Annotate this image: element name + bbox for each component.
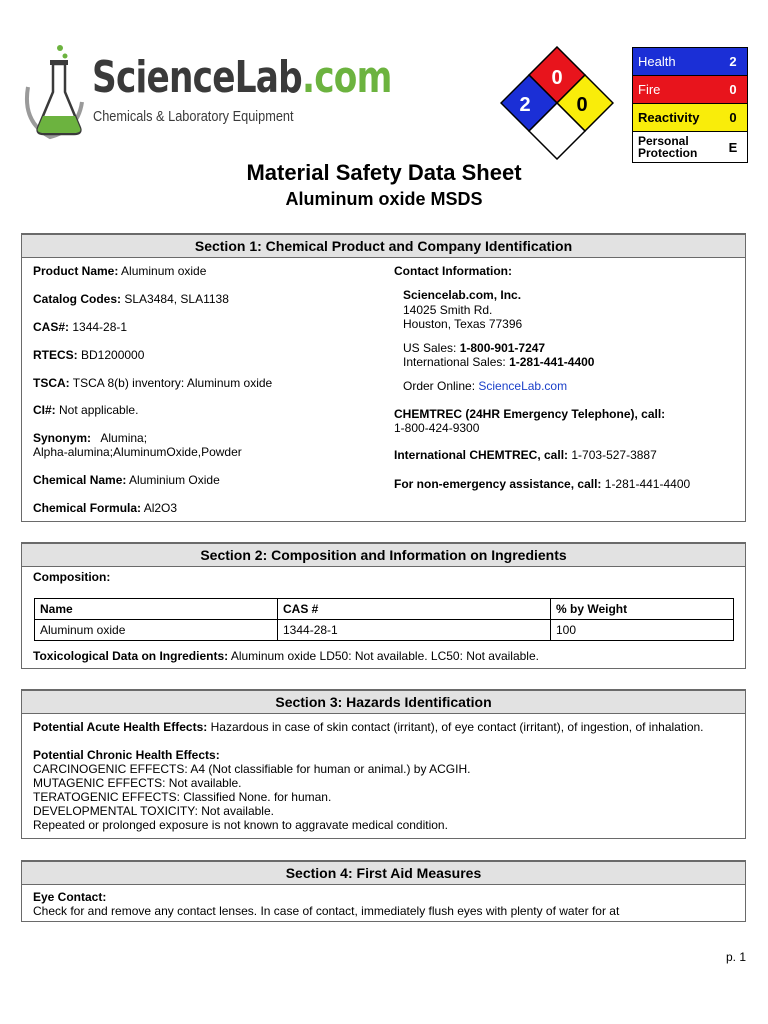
intl-sales: International Sales: 1-281-441-4400 — [403, 355, 595, 369]
hazard-ppe-row: Personal Protection E — [633, 132, 747, 162]
catalog-codes: Catalog Codes: SLA3484, SLA1138 — [33, 292, 229, 306]
chemtrec: CHEMTREC (24HR Emergency Telephone), call: 1-800-424-9300 — [394, 407, 666, 435]
chronic-line: Repeated or prolonged exposure is not known to aggravate medical condition. — [33, 818, 448, 832]
toxicological-data: Toxicological Data on Ingredients: Aluminum oxide LD50: Not available. LC50: Not available. — [33, 649, 539, 663]
document-subtitle: Aluminum oxide MSDS — [285, 189, 483, 209]
rtecs: RTECS: BD1200000 — [33, 348, 145, 362]
nfpa-health-value: 2 — [519, 94, 531, 116]
cas-number: CAS#: 1344-28-1 — [33, 320, 128, 334]
product-name: Product Name: Aluminum oxide — [33, 264, 207, 278]
table-row — [35, 620, 734, 641]
chemical-name: Chemical Name: Aluminium Oxide — [33, 473, 220, 487]
eye-contact-label: Eye Contact: — [33, 890, 107, 904]
acute-effects: Potential Acute Health Effects: Hazardous in case of skin contact (irritant), of eye contact (irritant), of ingestion, of inhalation. — [33, 720, 704, 734]
chronic-line: DEVELOPMENTAL TOXICITY: Not available. — [33, 804, 274, 818]
table-cell: 100 — [551, 620, 734, 641]
hazard-fire-row: Fire 0 — [633, 76, 747, 104]
ci-number: CI#: Not applicable. — [33, 403, 139, 417]
contact-label: Contact Information: — [394, 264, 512, 278]
flask-icon — [20, 42, 90, 142]
nfpa-fire-value: 0 — [551, 67, 563, 89]
page-number: p. 1 — [725, 950, 746, 964]
section-4-heading: Section 4: First Aid Measures — [22, 860, 745, 885]
tsca: TSCA: TSCA 8(b) inventory: Aluminum oxide — [33, 376, 273, 390]
order-online: Order Online: ScienceLab.com — [403, 379, 568, 393]
address-line-1: 14025 Smith Rd. — [403, 303, 493, 317]
section-4 — [21, 860, 746, 922]
us-sales: US Sales: 1-800-901-7247 — [403, 341, 546, 355]
section-2-heading: Section 2: Composition and Information on Ingredients — [22, 542, 745, 567]
logo-wordmark: ScienceLab.com — [92, 52, 392, 103]
logo-tagline: Chemicals & Laboratory Equipment — [93, 108, 294, 125]
section-3-heading: Section 3: Hazards Identification — [22, 689, 745, 714]
intl-chemtrec: International CHEMTREC, call: 1-703-527-3887 — [394, 448, 657, 462]
sciencelab-logo — [20, 42, 392, 142]
table-header-row — [35, 599, 734, 620]
column-header: Name — [35, 599, 278, 620]
chronic-line: CARCINOGENIC EFFECTS: A4 (Not classifiable for human or animal.) by ACGIH. — [33, 762, 471, 776]
chronic-effects-label: Potential Chronic Health Effects: — [33, 748, 220, 762]
sciencelab-link[interactable]: ScienceLab.com — [478, 379, 568, 393]
nfpa-diamond — [500, 46, 614, 160]
section-1 — [21, 233, 746, 522]
nfpa-reactivity-value: 0 — [576, 94, 588, 116]
hazard-rating-table — [632, 47, 748, 163]
synonym: Synonym: Alumina; Alpha-alumina;AluminumOxide,Powder — [33, 431, 242, 459]
non-emergency: For non-emergency assistance, call: 1-281-441-4400 — [394, 477, 691, 491]
company-name: Sciencelab.com, Inc. — [403, 288, 522, 302]
address-line-2: Houston, Texas 77396 — [403, 317, 523, 331]
section-1-heading: Section 1: Chemical Product and Company Identification — [22, 233, 745, 258]
document-title: Material Safety Data Sheet — [246, 160, 522, 185]
column-header: % by Weight — [551, 599, 734, 620]
table-cell: 1344-28-1 — [278, 620, 551, 641]
section-3 — [21, 689, 746, 839]
composition-table — [34, 598, 734, 641]
table-cell: Aluminum oxide — [35, 620, 278, 641]
chemical-formula: Chemical Formula: Al2O3 — [33, 501, 178, 515]
column-header: CAS # — [278, 599, 551, 620]
eye-contact-text: Check for and remove any contact lenses. In case of contact, immediately flush eyes with plenty of water for at — [33, 904, 620, 918]
hazard-reactivity-row: Reactivity 0 — [633, 104, 747, 132]
chronic-line: TERATOGENIC EFFECTS: Classified None. for human. — [33, 790, 332, 804]
chronic-line: MUTAGENIC EFFECTS: Not available. — [33, 776, 242, 790]
hazard-health-row: Health 2 — [633, 48, 747, 76]
composition-label: Composition: — [33, 570, 111, 584]
section-2 — [21, 542, 746, 669]
